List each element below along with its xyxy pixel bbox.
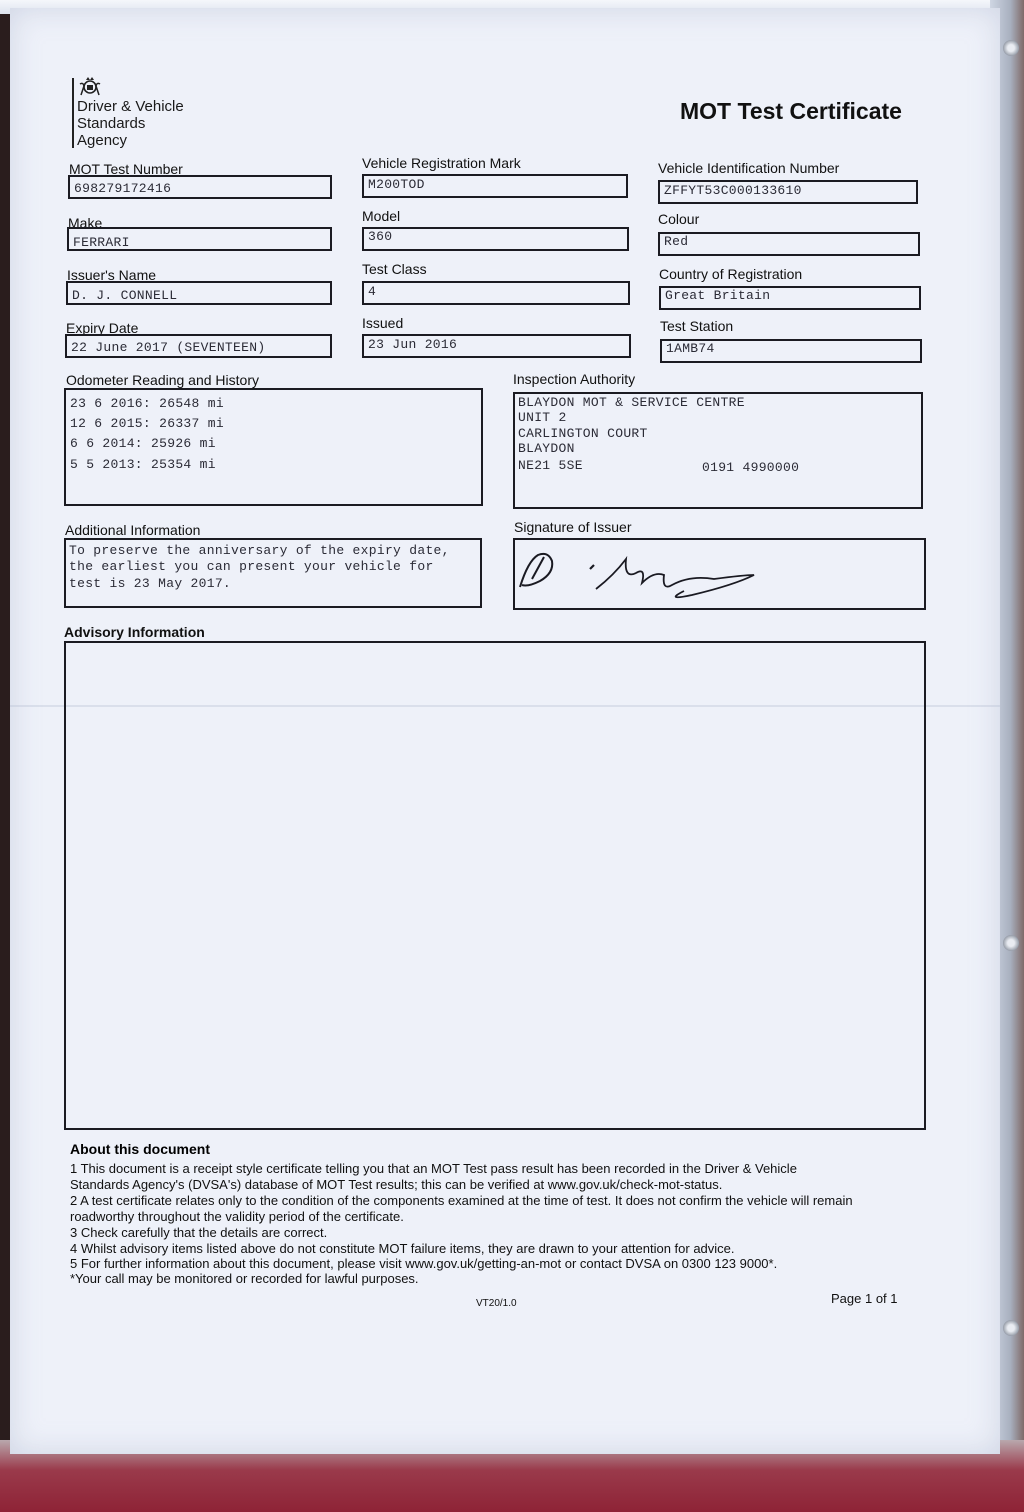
agency-divider — [72, 78, 74, 148]
binder-ring-hole — [1003, 40, 1019, 56]
agency-line: Driver & Vehicle — [77, 98, 184, 115]
additional-label: Additional Information — [65, 522, 201, 538]
signature-drawing — [514, 545, 774, 605]
issuer-label: Issuer's Name — [67, 267, 157, 283]
country-value: Great Britain — [665, 288, 771, 303]
advisory-box — [64, 641, 926, 1130]
about-line: roadworthy throughout the validity period of the certificate. — [70, 1209, 404, 1224]
inspection-line: CARLINGTON COURT — [518, 426, 648, 441]
make-value: FERRARI — [73, 235, 130, 250]
about-line: 3 Check carefully that the details are correct. — [70, 1225, 328, 1240]
page-number: Page 1 of 1 — [831, 1291, 898, 1306]
expiry-label: Expiry Date — [66, 320, 139, 336]
odometer-label: Odometer Reading and History — [66, 372, 259, 388]
inspection-line: BLAYDON — [518, 441, 575, 456]
binder-ring-hole — [1003, 935, 1019, 951]
inspection-phone: 0191 4990000 — [702, 460, 800, 475]
test-class-value: 4 — [368, 284, 377, 299]
colour-label: Colour — [658, 211, 700, 227]
station-label: Test Station — [660, 318, 734, 334]
agency-line: Agency — [77, 132, 128, 149]
test-number-value: 698279172416 — [74, 181, 172, 196]
issued-value: 23 Jun 2016 — [368, 337, 458, 352]
form-code: VT20/1.0 — [476, 1298, 517, 1309]
issuer-value: D. J. CONNELL — [72, 288, 178, 303]
inspection-label: Inspection Authority — [513, 371, 636, 387]
model-value: 360 — [368, 229, 393, 244]
odometer-entry: 12 6 2015: 26337 mi — [70, 416, 224, 431]
about-line: Standards Agency's (DVSA's) database of MOT Test results; this can be verified at www.gov.uk/check-mot-status. — [70, 1177, 723, 1192]
vin-value: ZFFYT53C000133610 — [664, 183, 802, 198]
make-label: Make — [68, 215, 103, 231]
vrm-value: M200TOD — [368, 177, 425, 192]
colour-box — [658, 232, 920, 256]
odometer-entry: 23 6 2016: 26548 mi — [70, 396, 224, 411]
odometer-entry: 6 6 2014: 25926 mi — [70, 436, 216, 451]
about-line: 2 A test certificate relates only to the condition of the components examined at the time of test. It does not confirm the vehicle will remain — [70, 1193, 853, 1208]
about-line: 4 Whilst advisory items listed above do not constitute MOT failure items, they are drawn to your attention for advice. — [70, 1241, 735, 1256]
signature-label: Signature of Issuer — [514, 519, 632, 535]
country-label: Country of Registration — [659, 266, 803, 282]
advisory-label: Advisory Information — [64, 624, 205, 640]
about-line: 1 This document is a receipt style certificate telling you that an MOT Test pass result has been recorded in the Driver & Vehicle — [70, 1161, 797, 1176]
additional-line: the earliest you can present your vehicle for — [69, 559, 434, 574]
additional-line: To preserve the anniversary of the expiry date, — [69, 543, 450, 558]
royal-crest-icon — [78, 76, 102, 98]
additional-line: test is 23 May 2017. — [69, 576, 232, 591]
agency-line: Standards — [77, 115, 146, 132]
issued-label: Issued — [362, 315, 404, 331]
test-class-box — [362, 281, 630, 305]
about-line: *Your call may be monitored or recorded for lawful purposes. — [70, 1271, 419, 1286]
colour-value: Red — [664, 234, 689, 249]
inspection-line: NE21 5SE — [518, 458, 583, 473]
model-box — [362, 227, 629, 251]
station-value: 1AMB74 — [666, 341, 715, 356]
vin-label: Vehicle Identification Number — [658, 160, 840, 176]
about-line: 5 For further information about this document, please visit www.gov.uk/getting-an-mot or contact DVSA on 0300 123 9000*. — [70, 1256, 778, 1271]
test-number-label: MOT Test Number — [69, 161, 183, 177]
test-class-label: Test Class — [362, 261, 427, 277]
inspection-line: UNIT 2 — [518, 410, 567, 425]
about-title: About this document — [70, 1141, 210, 1157]
vrm-label: Vehicle Registration Mark — [362, 155, 521, 171]
agency-name — [77, 98, 184, 149]
page-title: MOT Test Certificate — [680, 98, 902, 124]
odometer-entry: 5 5 2013: 25354 mi — [70, 457, 216, 472]
inspection-line: BLAYDON MOT & SERVICE CENTRE — [518, 395, 745, 410]
expiry-value: 22 June 2017 (SEVENTEEN) — [71, 340, 266, 355]
model-label: Model — [362, 208, 401, 224]
binder-ring-hole — [1003, 1320, 1019, 1336]
